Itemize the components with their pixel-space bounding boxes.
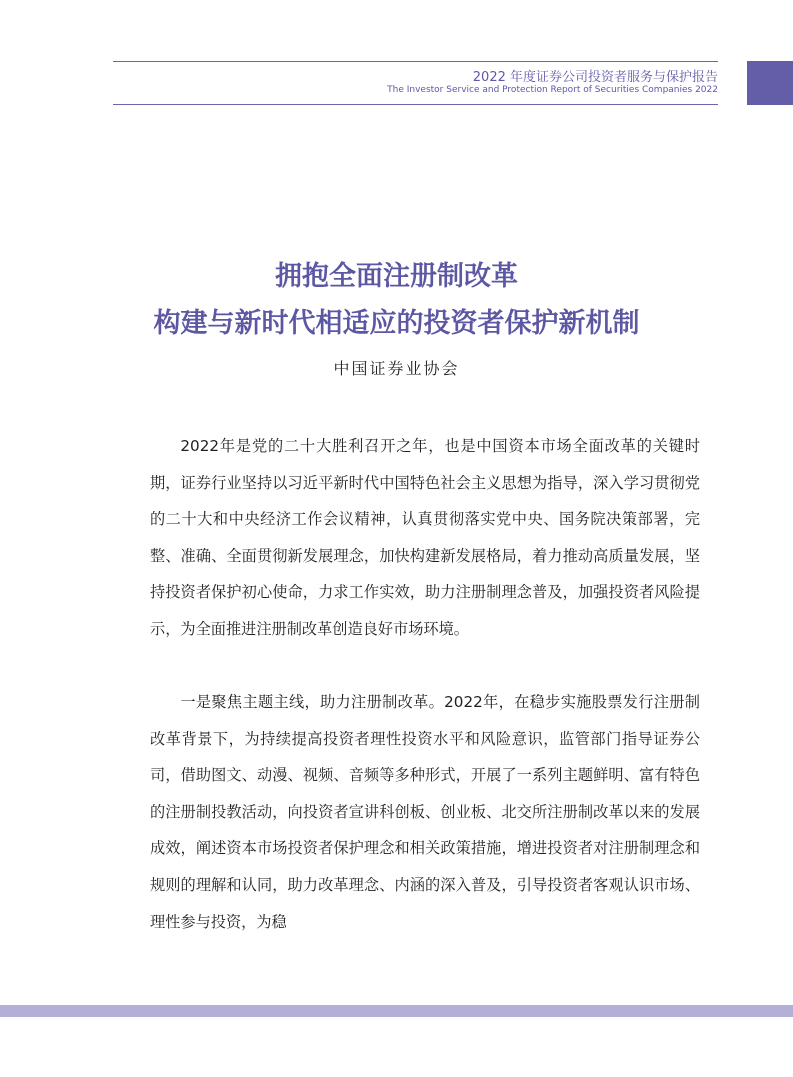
corner-tab-block xyxy=(747,61,793,105)
article-title-line-1: 拥抱全面注册制改革 xyxy=(275,261,518,292)
report-title-english: The Investor Service and Protection Report of Securities Companies 2022 xyxy=(387,85,718,95)
header-rule-top xyxy=(113,61,718,62)
footer-bar xyxy=(0,1005,793,1017)
header-rule-bottom xyxy=(113,104,718,105)
report-title-chinese: 2022 年度证券公司投资者服务与保护报告 xyxy=(472,70,718,85)
article-title-line-2: 构建与新时代相适应的投资者保护新机制 xyxy=(153,308,640,339)
body-paragraph-2: 一是聚焦主题主线，助力注册制改革。2022年，在稳步实施股票发行注册制改革背景下，为持续提高投资者理性投资水平和风险意识，监管部门指导证券公司，借助图文、动漫、视频、音频等多种形式，开展了一系列主题鲜明、富有特色的注册制投教活动，向投资者宣讲科创板、创业板、北交所注册制改革以来的发展成效，阐述资本市场投资者保护理念和相关政策措施，增进投资者对注册制理念和规则的理解和认同，助力改革理念、内涵的深入普及，引导投资者客观认识市场、理性参与投资，为稳 xyxy=(150,693,700,931)
article-author: 中国证券业协会 xyxy=(333,359,460,378)
body-paragraph-1: 2022年是党的二十大胜利召开之年，也是中国资本市场全面改革的关键时期，证券行业坚持以习近平新时代中国特色社会主义思想为指导，深入学习贯彻党的二十大和中央经济工作会议精神，认真贯彻落实党中央、国务院决策部署，完整、准确、全面贯彻新发展理念，加快构建新发展格局，着力推动高质量发展，坚持投资者保护初心使命，力求工作实效，助力注册制理念普及，加强投资者风险提示，为全面推进注册制改革创造良好市场环境。 xyxy=(150,437,700,638)
